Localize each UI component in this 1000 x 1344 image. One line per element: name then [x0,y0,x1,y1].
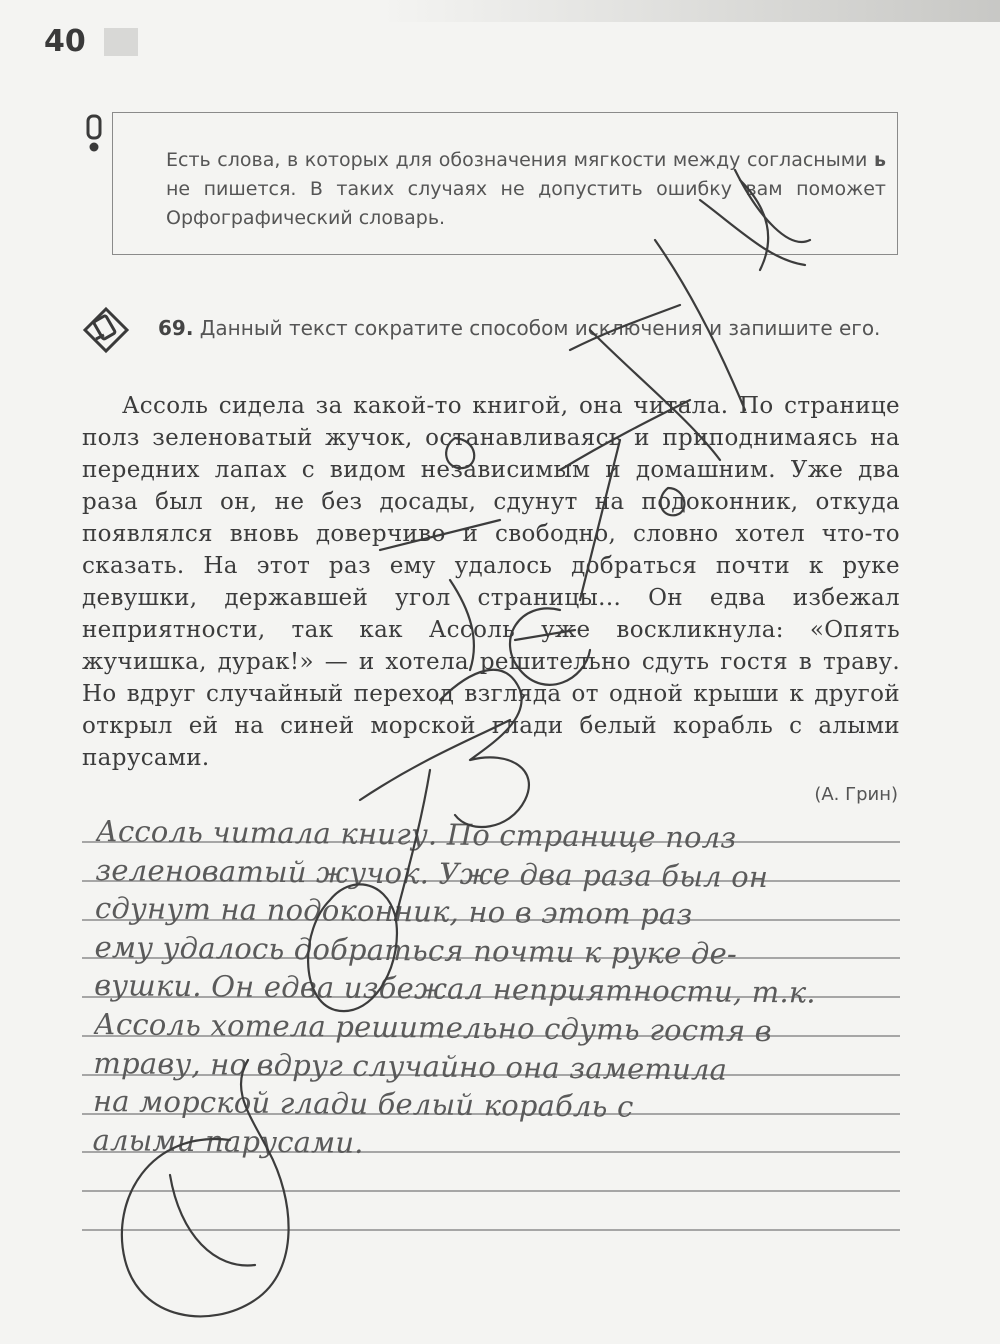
handwritten-line: Ассоль читала книгу. По странице полз [95,813,737,855]
rule-text [166,146,886,233]
pencil-task-icon [82,306,130,354]
rule-text-end: не пишется. В таких случаях не допустить ошибку вам поможет Орфографический словарь. [166,178,886,229]
handwritten-answer [92,812,896,1168]
handwritten-line: сдунут на подоконник, но в этот раз [94,891,693,932]
task-number: 69. [158,316,194,340]
passage-source: (А. Грин) [814,784,898,805]
handwritten-line: алыми парусами. [92,1122,364,1160]
scan-edge-shadow [380,0,1000,22]
handwritten-line: зеленоватый жучок. Уже два раза был он [95,852,769,894]
rule-text-start: Есть слова, в которых для обозначения мягкости между согласными [166,149,874,171]
page-number: 40 [44,24,86,59]
task-instruction [158,316,880,340]
handwritten-line: вушки. Он едва избежал неприятности, т.к. [94,968,817,1010]
handwritten-line: ему удалось добраться почти к руке де- [94,929,738,971]
soft-sign-letter: ь [873,149,886,171]
handwritten-line: Ассоль хотела решительно сдуть гостя в [93,1006,773,1049]
task-text: Данный текст сократите способом исключения и запишите его. [199,316,881,340]
handwritten-line: траву, но вдруг случайно она заметила [93,1045,728,1087]
page-number-shade [104,28,138,56]
literary-passage: Ассоль сидела за какой-то книгой, она читала. По странице полз зеленоватый жучок, останавливаясь и приподнимаясь на передних лапах с видом независимым и домашним. Уже два раза был он, не без досады, сдунут на подоконник, откуда появлялся вновь доверчиво и свободно, словно хотел что-то сказать. На этот раз ему удалось добраться почти к руке девушки, державшей угол страницы... Он едва избежал неприятности, так как Ассоль уже воскликнула: «Опять жучишка, дурак!» — и хотела решительно сдуть гостя в траву. Но вдруг случайный переход взгляда от одной крыши к другой открыл ей на синей морской глади белый корабль с алыми парусами. [82,393,900,771]
exclamation-icon [84,114,104,154]
handwritten-line: на морской глади белый корабль с [92,1084,634,1124]
